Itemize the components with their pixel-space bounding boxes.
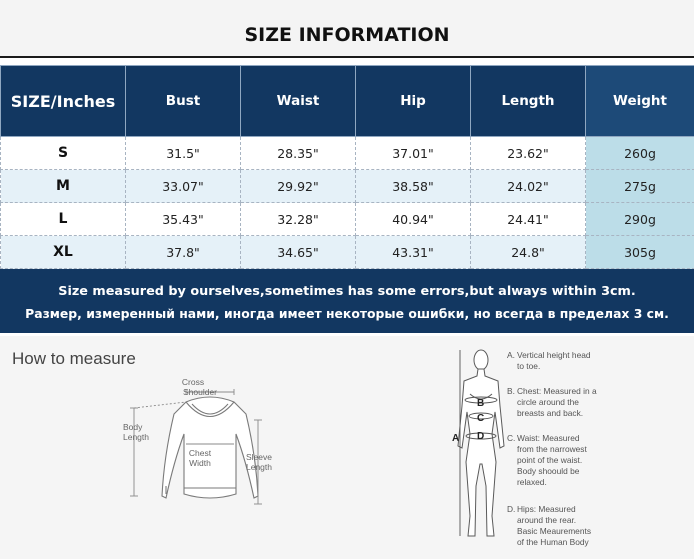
cell-waist: 34.65" (241, 236, 356, 269)
note-b-line: breasts and back. (517, 408, 584, 418)
label-sleeve-length-2: Length (246, 462, 272, 472)
how-to-measure-title: How to measure (12, 349, 136, 368)
note-d-line: Basic Meaurements (517, 526, 592, 536)
note-c-line: relaxed. (517, 477, 547, 487)
body-notes (507, 350, 597, 547)
table-row (1, 137, 694, 170)
cell-hip: 37.01" (356, 137, 471, 170)
note-b-letter: B. (507, 386, 515, 396)
note-d-letter: D. (507, 504, 516, 514)
label-cross-shoulder-2: Shoulder (182, 387, 218, 397)
label-sleeve-length-1: Sleeve (246, 452, 272, 462)
note-english: Size measured by ourselves,sometimes has some errors,but always within 3cm. (58, 284, 636, 299)
note-c-letter: C. (507, 433, 516, 443)
cell-size: M (1, 170, 126, 203)
note-a-letter: A. (507, 350, 515, 360)
cell-size: XL (1, 236, 126, 269)
note-c-line: point of the waist. (517, 455, 583, 465)
cell-weight: 275g (586, 170, 694, 203)
label-chest-width-1: Chest (188, 448, 212, 458)
cell-bust: 35.43" (126, 203, 241, 236)
cell-length: 24.41" (471, 203, 586, 236)
cell-size: L (1, 203, 126, 236)
note-c-line: Waist: Measured (517, 433, 580, 443)
measurement-note (0, 269, 694, 333)
note-b-line: Chest: Measured in a (517, 386, 597, 396)
note-a-line: Vertical height head (517, 350, 591, 360)
cell-length: 24.02" (471, 170, 586, 203)
cell-weight: 290g (586, 203, 694, 236)
table-row (1, 170, 694, 203)
cell-hip: 38.58" (356, 170, 471, 203)
table-row (1, 203, 694, 236)
how-to-measure-panel (0, 336, 694, 559)
note-a-line: to toe. (517, 361, 541, 371)
note-d-line: around the rear. (517, 515, 577, 525)
header-hip: Hip (356, 66, 471, 137)
label-body-length-1: Body (123, 422, 143, 432)
note-b-line: circle around the (517, 397, 579, 407)
header-bust: Bust (126, 66, 241, 137)
label-chest-width-2: Width (189, 458, 211, 468)
header-waist: Waist (241, 66, 356, 137)
body-figure (458, 350, 504, 536)
cell-waist: 28.35" (241, 137, 356, 170)
cell-weight: 305g (586, 236, 694, 269)
header-length: Length (471, 66, 586, 137)
note-d-line: Hips: Measured (517, 504, 576, 514)
table-row (1, 236, 694, 269)
cell-waist: 29.92" (241, 170, 356, 203)
page-title: SIZE INFORMATION (244, 24, 450, 46)
header-weight: Weight (586, 66, 694, 137)
body-letter-c: C (477, 413, 485, 424)
body-letter-a: A (452, 433, 460, 444)
body-letter-d: D (477, 431, 485, 442)
cell-weight: 260g (586, 137, 694, 170)
note-russian: Размер, измеренный нами, иногда имеет некоторые ошибки, но всегда в пределах 3 см. (25, 306, 669, 321)
size-table-header-row (1, 66, 694, 137)
size-table (0, 65, 694, 269)
cell-waist: 32.28" (241, 203, 356, 236)
note-c-line: Body shoould be (517, 466, 580, 476)
label-body-length-2: Length (123, 432, 149, 442)
measure-diagram (0, 336, 694, 559)
cell-length: 23.62" (471, 137, 586, 170)
cell-bust: 37.8" (126, 236, 241, 269)
note-d-line: of the Human Body (517, 537, 589, 547)
cell-bust: 31.5" (126, 137, 241, 170)
body-letter-b: B (477, 398, 485, 409)
header-size: SIZE/Inches (1, 66, 126, 137)
cell-length: 24.8" (471, 236, 586, 269)
cell-size: S (1, 137, 126, 170)
cell-hip: 43.31" (356, 236, 471, 269)
note-c-line: from the narrowest (517, 444, 587, 454)
cell-hip: 40.94" (356, 203, 471, 236)
cell-bust: 33.07" (126, 170, 241, 203)
label-cross-shoulder-1: Cross (181, 377, 205, 387)
